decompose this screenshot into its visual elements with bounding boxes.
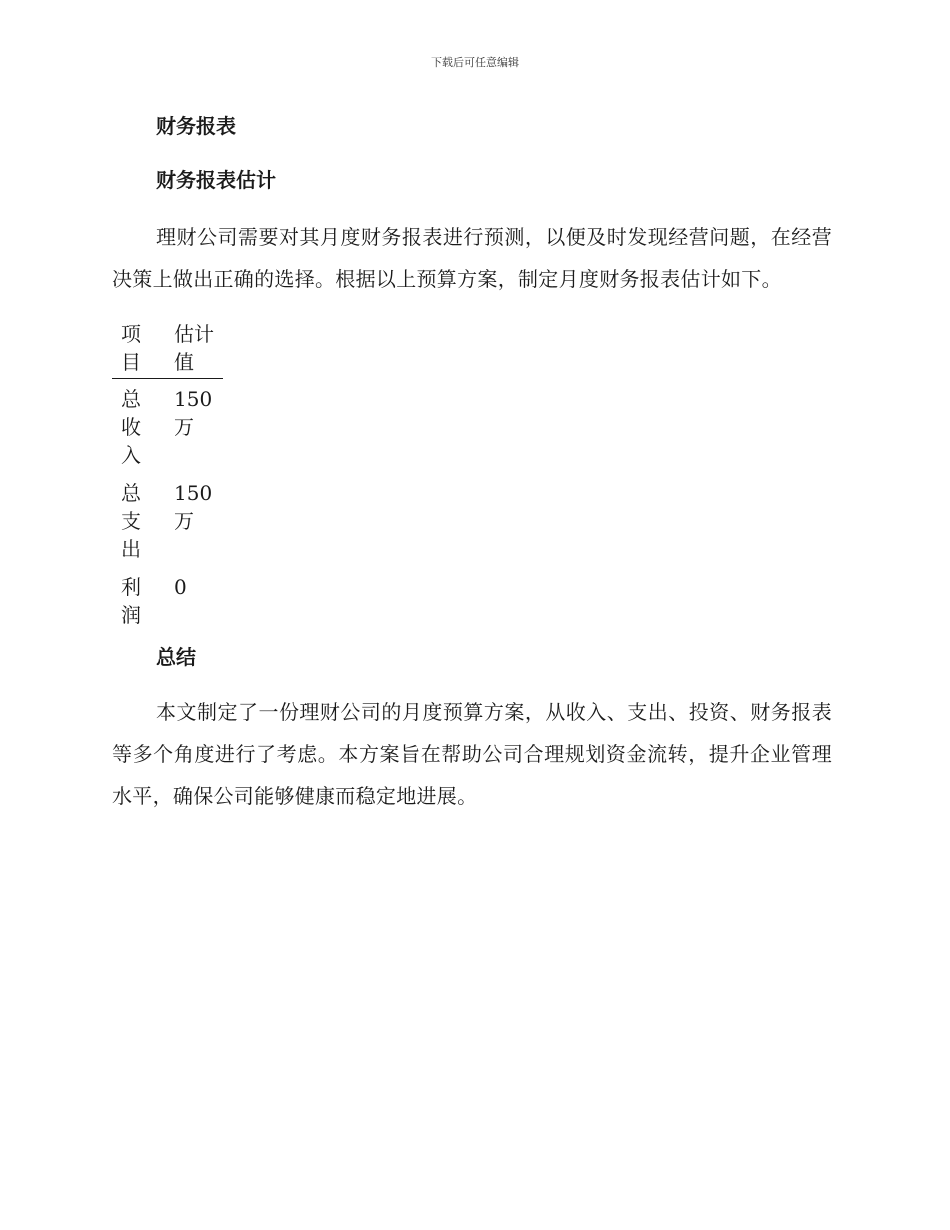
- table-row: [112, 379, 223, 474]
- table-row: [112, 473, 223, 567]
- table-cell-item: 总支出: [121, 481, 141, 561]
- table-row: [112, 567, 223, 633]
- table-cell-item: 利润: [121, 575, 141, 627]
- table-cell-item: 总收入: [121, 387, 141, 467]
- table-cell-value: 0: [174, 575, 187, 599]
- table-header-row: [112, 320, 223, 379]
- section-subtitle: 财务报表估计: [156, 168, 276, 192]
- table-cell-value: 150万: [174, 387, 213, 439]
- summary-title: 总结: [156, 645, 196, 669]
- section-title: 财务报表: [156, 114, 236, 138]
- financial-estimate-table-wrapper: [112, 320, 832, 633]
- table-header-value: 估计值: [174, 322, 214, 374]
- financial-estimate-table: [112, 320, 223, 633]
- summary-paragraph: 本文制定了一份理财公司的月度预算方案，从收入、支出、投资、财务报表等多个角度进行了考虑。本方案旨在帮助公司合理规划资金流转，提升企业管理水平，确保公司能够健康而稳定地进展。: [112, 700, 832, 808]
- page-header-note: 下载后可任意编辑: [431, 56, 519, 69]
- table-header-item: 项目: [121, 322, 141, 374]
- document-body: [112, 108, 832, 817]
- intro-paragraph: 理财公司需要对其月度财务报表进行预测，以便及时发现经营问题，在经营决策上做出正确的选择。根据以上预算方案，制定月度财务报表估计如下。: [112, 225, 832, 291]
- table-cell-value: 150万: [174, 481, 213, 533]
